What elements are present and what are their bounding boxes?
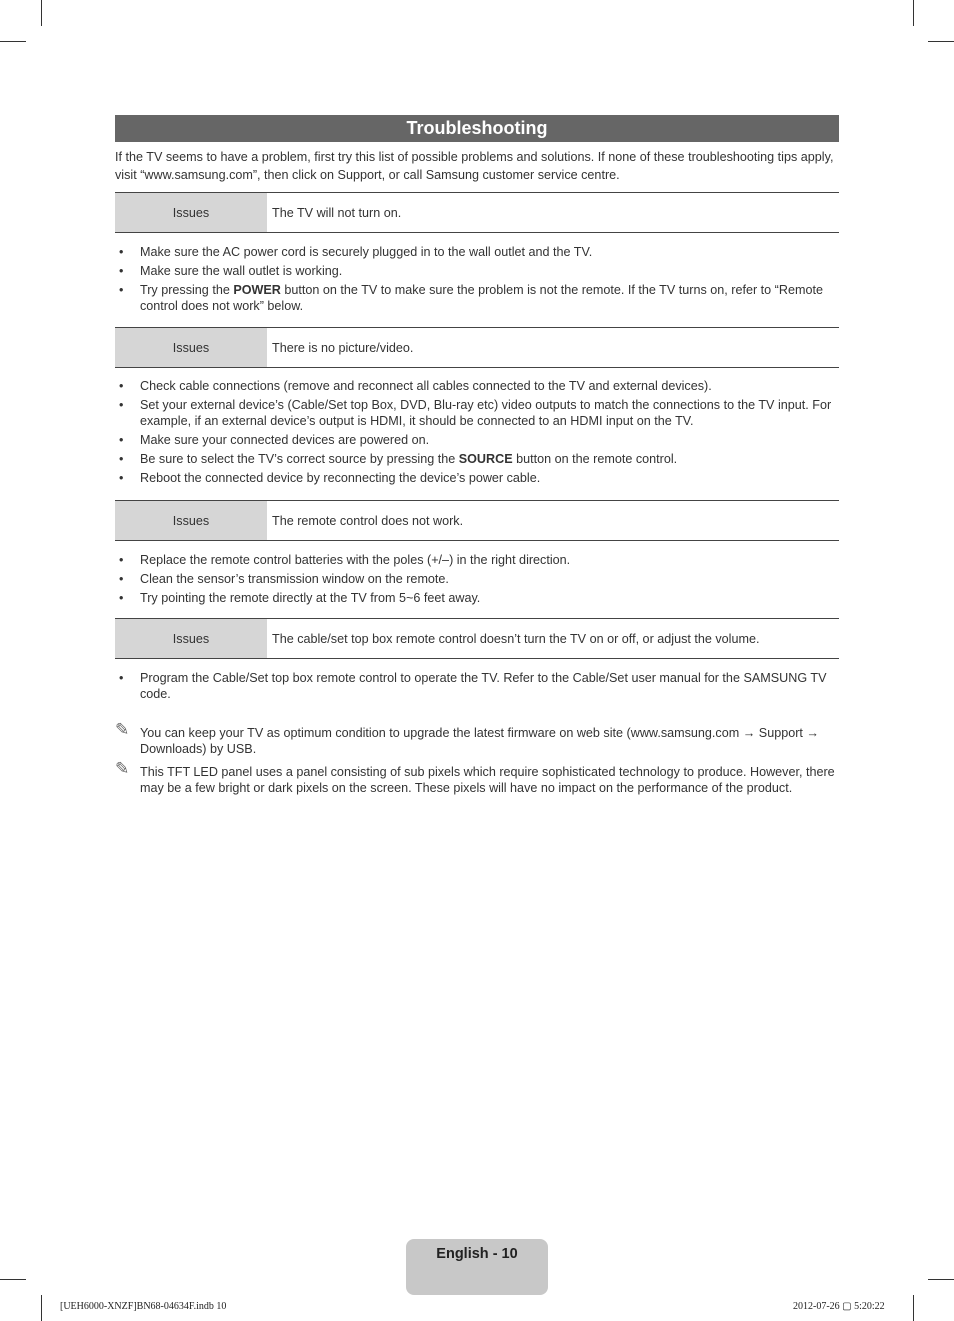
list-item: • Check cable connections (remove and reconnect all cables connected to the TV and external devices). (119, 379, 712, 393)
power-button-name: POWER (233, 283, 281, 297)
list-item: • Be sure to select the TV’s correct source by pressing the SOURCE button on the remote control. (119, 452, 678, 466)
issue-row (115, 500, 839, 541)
issue-row (115, 192, 839, 233)
bullet-icon: • (119, 471, 124, 485)
list-item: • Try pressing the POWER button on the TV to make sure the problem is not the remote. If the TV turns on, refer to “Remote control does not work” below. (119, 283, 823, 313)
bullet-icon: • (119, 591, 124, 605)
pencil-note-icon: ✎ (115, 720, 130, 739)
crop-mark (0, 41, 26, 42)
list-item: • Replace the remote control batteries with the poles (+/–) in the right direction. (119, 553, 571, 567)
note: ✎ You can keep your TV as optimum condition to upgrade the latest firmware on web site (www.samsung.com → Support → Downloads) by USB. (115, 720, 819, 756)
issue-text: The remote control does not work. (272, 513, 464, 528)
issue-row (115, 618, 839, 659)
crop-mark (928, 41, 954, 42)
source-button-name: SOURCE (458, 452, 513, 466)
page-number-tab (406, 1239, 548, 1295)
bullet-icon: • (119, 572, 124, 586)
solution-list (115, 378, 839, 489)
crop-mark (41, 0, 42, 26)
list-item: • Set your external device’s (Cable/Set top Box, DVD, Blu-ray etc) video outputs to match the connections to the TV input. For example, if an external device’s output is HDMI, it should be connected to an HDMI input on the TV. (119, 398, 832, 428)
intro-paragraph: If the TV seems to have a problem, first try this list of possible problems and solutions. If none of these troubleshooting tips apply, visit “www.samsung.com”, then click on Support, or call Samsung customer service centre. (115, 150, 834, 182)
list-item: • Make sure your connected devices are powered on. (119, 433, 430, 447)
pencil-note-icon: ✎ (115, 759, 130, 778)
list-item: • Make sure the wall outlet is working. (119, 264, 343, 278)
crop-mark (41, 1295, 42, 1321)
list-item: • Try pointing the remote directly at the TV from 5~6 feet away. (119, 591, 481, 605)
bullet-icon: • (119, 264, 124, 278)
solution-list (115, 552, 839, 609)
issue-label: Issues (115, 619, 267, 658)
issue-row (115, 327, 839, 368)
list-item: • Clean the sensor’s transmission window on the remote. (119, 572, 449, 586)
page-title: Troubleshooting (115, 115, 839, 142)
bullet-icon: • (119, 379, 124, 393)
crop-mark (928, 1279, 954, 1280)
list-item: • Program the Cable/Set top box remote control to operate the TV. Refer to the Cable/Set user manual for the SAMSUNG TV code. (119, 671, 827, 701)
print-slug-right: 2012-07-26 ▢ 5:20:22 (793, 1301, 885, 1312)
crop-mark (0, 1279, 26, 1280)
note: ✎ This TFT LED panel uses a panel consisting of sub pixels which require sophisticated technology to produce. However, there may be a few bright or dark pixels on the screen. These pixels will have no impact on the performance of the product. (115, 759, 835, 795)
bullet-icon: • (119, 433, 124, 447)
solution-list (115, 244, 839, 317)
solution-list (115, 670, 839, 705)
issue-label: Issues (115, 193, 267, 232)
issue-text: The cable/set top box remote control doesn’t turn the TV on or off, or adjust the volume. (272, 631, 760, 646)
crop-mark (913, 1295, 914, 1321)
issue-label: Issues (115, 501, 267, 540)
bullet-icon: • (119, 553, 124, 567)
bullet-icon: • (119, 671, 124, 685)
list-item: • Make sure the AC power cord is securely plugged in to the wall outlet and the TV. (119, 245, 593, 259)
issue-label: Issues (115, 328, 267, 367)
bullet-icon: • (119, 398, 124, 412)
issue-text: There is no picture/video. (272, 340, 414, 355)
issue-text: The TV will not turn on. (272, 205, 402, 220)
crop-mark (913, 0, 914, 26)
page-number: English - 10 (436, 1246, 518, 1262)
bullet-icon: • (119, 283, 124, 297)
bullet-icon: • (119, 245, 124, 259)
bullet-icon: • (119, 452, 124, 466)
list-item: • Reboot the connected device by reconnecting the device’s power cable. (119, 471, 541, 485)
print-slug-left: [UEH6000-XNZF]BN68-04634F.indb 10 (60, 1301, 227, 1312)
